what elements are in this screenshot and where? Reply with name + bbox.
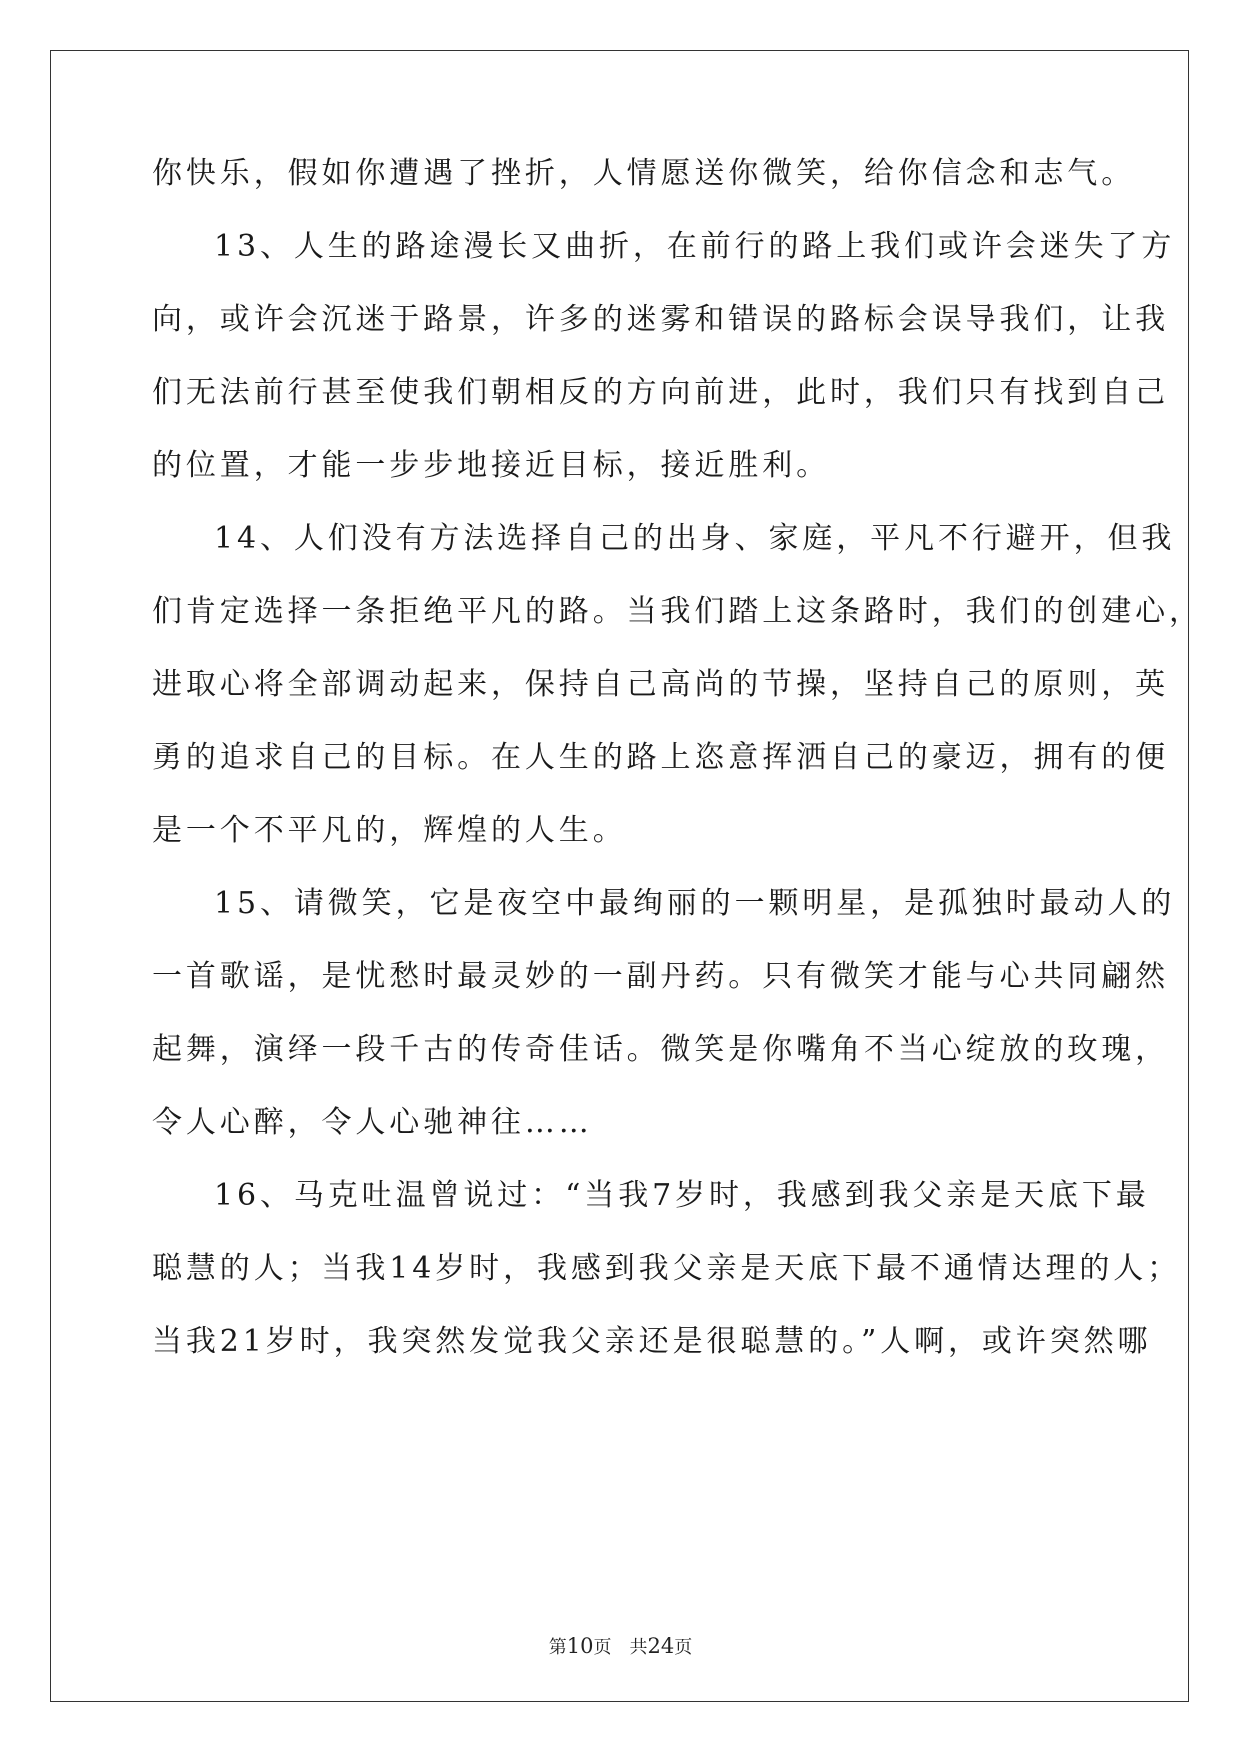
text-line: 进取心将全部调动起来，保持自己高尚的节操，坚持自己的原则，英 bbox=[152, 667, 1169, 702]
text-line: 令人心醉，令人心驰神往…… bbox=[152, 1105, 593, 1140]
text-line: 16、马克吐温曾说过：“当我7岁时，我感到我父亲是天底下最 bbox=[214, 1178, 1150, 1213]
text-line: 起舞，演绎一段千古的传奇佳话。微笑是你嘴角不当心绽放的玫瑰， bbox=[152, 1032, 1169, 1067]
page-footer bbox=[0, 1634, 1241, 1660]
current-page-number: 10 bbox=[566, 1634, 594, 1658]
text-line: 当我21岁时，我突然发觉我父亲还是很聪慧的。”人啊，或许突然哪 bbox=[152, 1324, 1152, 1359]
footer-middle: 页 共 bbox=[593, 1637, 648, 1658]
total-pages-number: 24 bbox=[647, 1634, 675, 1658]
text-line: 一首歌谣，是忧愁时最灵妙的一副丹药。只有微笑才能与心共同翩然 bbox=[152, 959, 1169, 994]
text-line: 你快乐，假如你遭遇了挫折，人情愿送你微笑，给你信念和志气。 bbox=[152, 156, 1136, 191]
page-border bbox=[50, 50, 1189, 1702]
text-line: 13、人生的路途漫长又曲折，在前行的路上我们或许会迷失了方 bbox=[214, 229, 1176, 264]
text-line: 聪慧的人；当我14岁时，我感到我父亲是天底下最不通情达理的人； bbox=[152, 1251, 1182, 1286]
text-line: 们无法前行甚至使我们朝相反的方向前进，此时，我们只有找到自己 bbox=[152, 375, 1169, 410]
text-line: 15、请微笑，它是夜空中最绚丽的一颗明星，是孤独时最动人的 bbox=[214, 886, 1176, 921]
text-line: 向，或许会沉迷于路景，许多的迷雾和错误的路标会误导我们，让我 bbox=[152, 302, 1169, 337]
text-line: 们肯定选择一条拒绝平凡的路。当我们踏上这条路时，我们的创建心， bbox=[152, 594, 1203, 629]
footer-suffix: 页 bbox=[674, 1637, 693, 1658]
footer-prefix: 第 bbox=[548, 1637, 567, 1658]
text-line: 的位置，才能一步步地接近目标，接近胜利。 bbox=[152, 448, 830, 483]
text-line: 14、人们没有方法选择自己的出身、家庭，平凡不行避开，但我 bbox=[214, 521, 1176, 556]
text-line: 勇的追求自己的目标。在人生的路上恣意挥洒自己的豪迈，拥有的便 bbox=[152, 740, 1169, 775]
text-line: 是一个不平凡的，辉煌的人生。 bbox=[152, 813, 627, 848]
